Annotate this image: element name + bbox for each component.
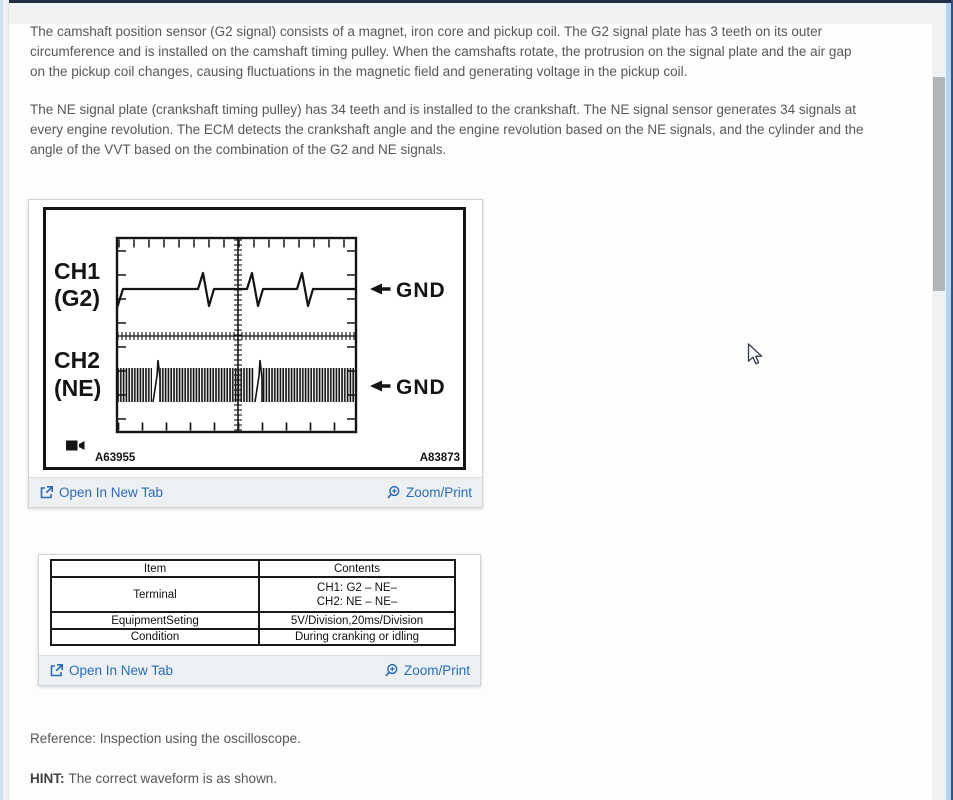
zoom-print-link[interactable]: [384, 663, 470, 678]
zoom-print-link[interactable]: [386, 485, 472, 500]
table-cell-line: CH1: G2 – NE–: [317, 581, 397, 594]
paragraph-ne-signal-plate: [30, 100, 910, 160]
vertical-scrollbar[interactable]: [932, 3, 946, 800]
figure-card-settings-table: [38, 554, 481, 686]
table-header-contents: Contents: [333, 562, 381, 575]
table-cell-item: EquipmentSeting: [52, 613, 260, 628]
ch1-label: CH1: [54, 258, 101, 284]
zoom-print-label: Zoom/Print: [405, 485, 472, 500]
paragraph-camshaft-sensor: [30, 22, 910, 82]
table-cell-item: Terminal: [52, 578, 260, 611]
paragraph-line: circumference and is installed on the camshaft timing pulley. When the camshafts rotate, the protrusion on the signal plate and the air gap: [30, 44, 852, 59]
arrow-left-icon: [370, 381, 391, 392]
table-row-condition: [52, 628, 454, 644]
arrow-left-icon: [370, 284, 391, 295]
table-row-equipment-setting: [52, 611, 454, 628]
toolbar-bottom-band: [9, 3, 932, 24]
open-in-new-tab-label: Open In New Tab: [59, 485, 164, 500]
content-left-gutter: [3, 0, 9, 800]
scope-middle-cross-ticks: [117, 332, 356, 340]
oscilloscope-waveform-drawing: [46, 210, 463, 467]
oscilloscope-figure: [43, 207, 466, 470]
table-header-row: [52, 561, 454, 576]
ch1-sub-label: (G2): [54, 285, 100, 311]
gnd-label-ch2: GND: [396, 376, 446, 399]
table-header-item: Item: [52, 561, 260, 576]
magnifier-plus-icon: [386, 485, 401, 500]
table-cell-line: CH2: NE – NE–: [316, 595, 398, 608]
table-cell-contents: 5V/Division,20ms/Division: [290, 614, 424, 627]
paragraph-line: angle of the VVT based on the combination of the G2 and NE signals.: [30, 142, 447, 157]
open-in-new-tab-link[interactable]: [49, 663, 173, 678]
figure-actions-bar: [29, 477, 482, 507]
gnd-label-ch1: GND: [396, 279, 446, 302]
zoom-print-label: Zoom/Print: [403, 663, 470, 678]
oscilloscope-settings-table: [50, 559, 456, 646]
open-in-new-tab-label: Open In New Tab: [69, 663, 174, 678]
table-row-terminal: [52, 576, 454, 611]
magnifier-plus-icon: [384, 663, 399, 678]
open-in-new-tab-link[interactable]: [39, 485, 163, 500]
open-in-new-icon: [39, 485, 54, 500]
figure-code-right: A83873: [419, 452, 460, 464]
figure-actions-bar: [39, 655, 480, 685]
video-camera-icon: [66, 441, 85, 451]
paragraph-line: on the pickup coil changes, causing fluctuations in the magnetic field and generating voltage in the pickup coil.: [30, 64, 688, 79]
window-top-border: [4, 0, 953, 3]
table-cell-contents: During cranking or idling: [294, 631, 419, 643]
hint-body: The correct waveform is as shown.: [68, 771, 278, 786]
reference-text: Reference: Inspection using the oscilloscope.: [30, 731, 301, 746]
hint-label: HINT:: [30, 771, 65, 786]
paragraph-line: The camshaft position sensor (G2 signal) consists of a magnet, iron core and pickup coil. The G2 signal plate has 3 teeth on its outer: [30, 24, 823, 39]
table-cell-item: Condition: [52, 630, 260, 644]
hint-text: [30, 771, 277, 786]
mouse-cursor: [747, 343, 767, 367]
open-in-new-icon: [49, 663, 64, 678]
figure-card-oscilloscope: [28, 199, 483, 508]
ch2-sub-label: (NE): [54, 375, 102, 401]
paragraph-line: every engine revolution. The ECM detects the crankshaft angle and the engine revolution based on the NE signals, and the cylinder and the: [30, 122, 864, 137]
figure-code-left: A63955: [95, 452, 136, 464]
paragraph-line: The NE signal plate (crankshaft timing pulley) has 34 teeth and is installed to the crankshaft. The NE signal sensor generates 34 signals at: [30, 102, 856, 117]
table-cell-contents: [260, 578, 454, 611]
scrollbar-thumb[interactable]: [933, 77, 945, 291]
ch2-label: CH2: [54, 347, 101, 373]
